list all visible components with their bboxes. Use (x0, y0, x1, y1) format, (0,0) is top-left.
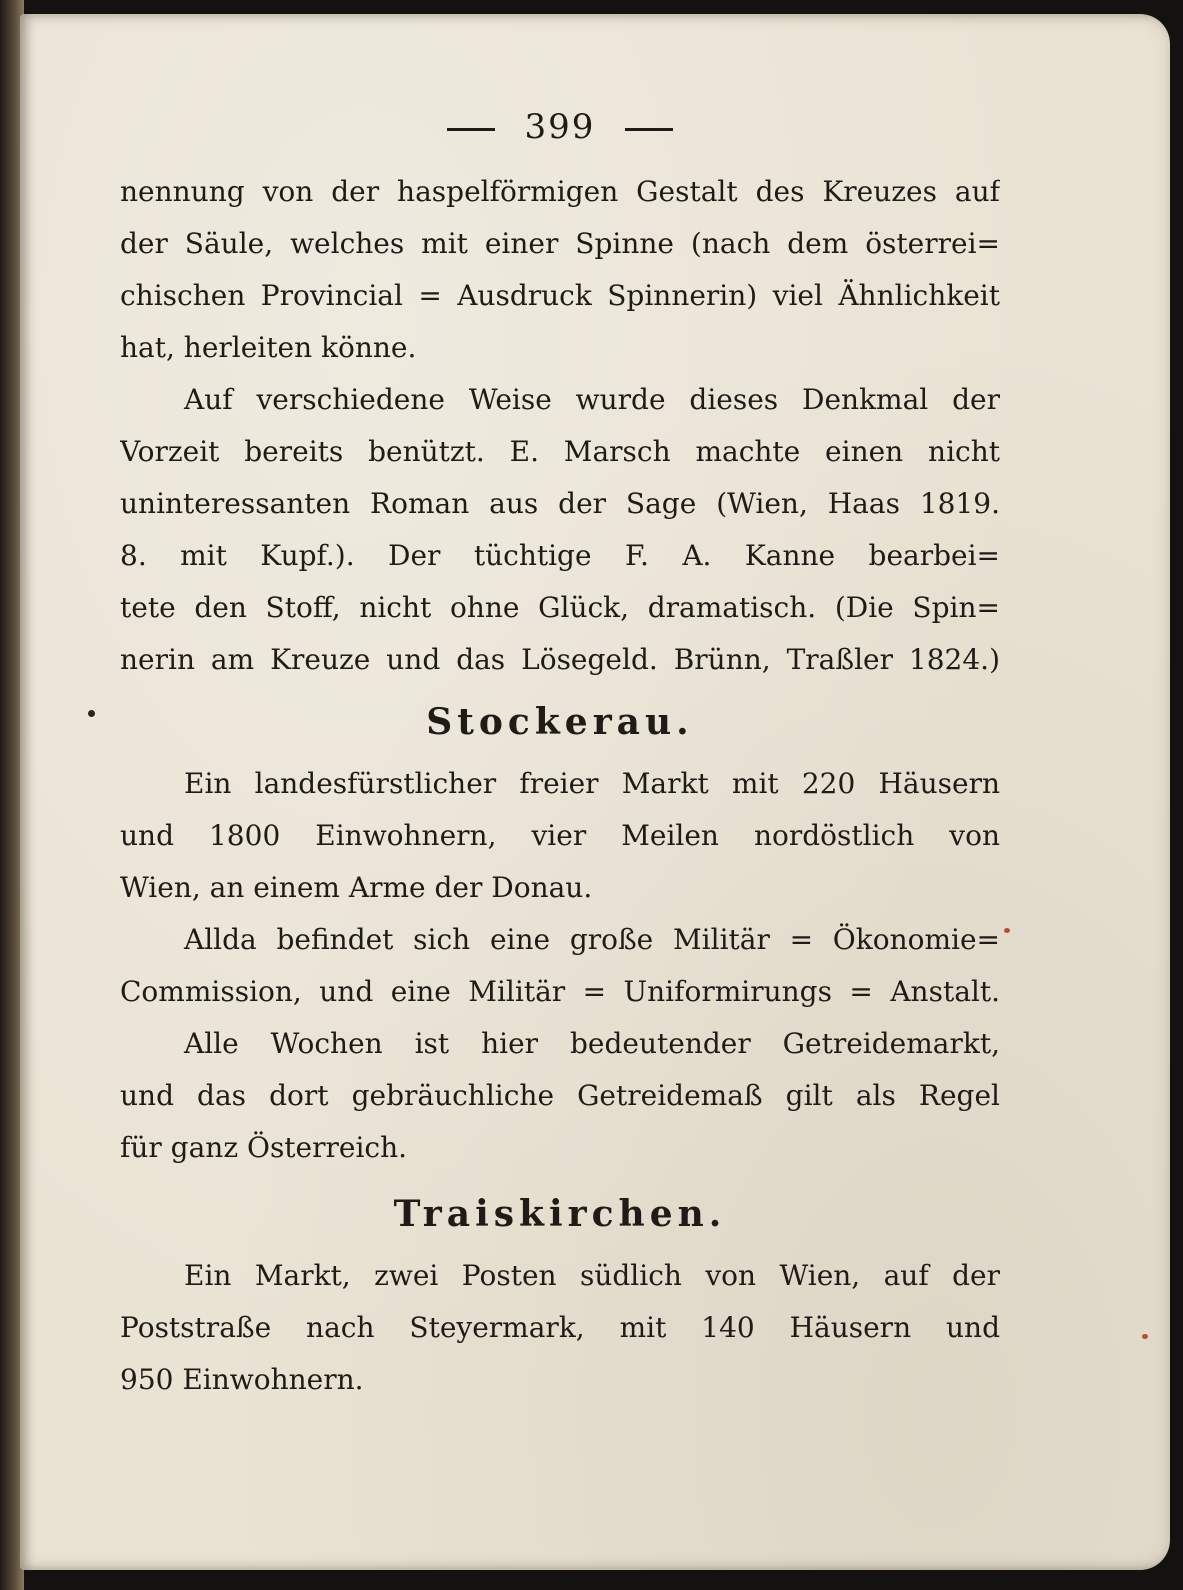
text-line: 8. mit Kupf.). Der tüchtige F. A. Kanne bearbei= (120, 539, 1000, 572)
text-line: Ein Markt, zwei Posten südlich von Wien, auf der (184, 1259, 1000, 1292)
page-number: 399 (524, 107, 596, 147)
text-line: 950 Einwohnern. (120, 1363, 364, 1396)
text-line: für ganz Österreich. (120, 1131, 408, 1164)
page-text (120, 94, 1000, 1406)
text-line: Auf verschiedene Weise wurde dieses Denkmal der (184, 383, 1000, 416)
text-line: und 1800 Einwohnern, vier Meilen nordöstlich von (120, 819, 1000, 852)
text-line: Allda befindet sich eine große Militär = Ökonomie= (184, 923, 1000, 956)
text-line: Alle Wochen ist hier bedeutender Getreidemarkt, (184, 1027, 1000, 1060)
paragraph-5 (120, 1018, 1000, 1174)
text-line: Commission, und eine Militär = Uniformirungs = Anstalt. (120, 975, 1000, 1008)
text-line: tete den Stoff, nicht ohne Glück, dramatisch. (Die Spin= (120, 591, 1000, 624)
paragraph-3 (120, 758, 1000, 914)
text-line: nerin am Kreuze und das Lösegeld. Brünn, Traßler 1824.) (120, 643, 1000, 676)
text-line: Poststraße nach Steyermark, mit 140 Häusern und (120, 1311, 1000, 1344)
text-line: uninteressanten Roman aus der Sage (Wien, Haas 1819. (120, 487, 1000, 520)
text-line: Wien, an einem Arme der Donau. (120, 871, 593, 904)
section-heading-stockerau: Stockerau. (426, 701, 694, 743)
paragraph-4 (120, 914, 1000, 1018)
dash-left (447, 128, 495, 131)
paragraph-1 (120, 166, 1000, 374)
text-line: Ein landesfürstlicher freier Markt mit 220 Häusern (184, 767, 1000, 800)
text-line: und das dort gebräuchliche Getreidemaß gilt als Regel (120, 1079, 1000, 1112)
paper-spot (1142, 1334, 1148, 1339)
text-line: Vorzeit bereits benützt. E. Marsch machte einen nicht (120, 435, 1000, 468)
text-line: der Säule, welches mit einer Spinne (nach dem österrei= (120, 227, 1000, 260)
dash-right (625, 128, 673, 131)
ink-speck (88, 710, 95, 717)
book-page (20, 14, 1170, 1570)
text-line: nennung von der haspelförmigen Gestalt des Kreuzes auf (120, 175, 1000, 208)
text-line: chischen Provincial = Ausdruck Spinnerin) viel Ähnlichkeit (120, 279, 1000, 312)
section-heading-traiskirchen: Traiskirchen. (393, 1193, 727, 1235)
text-line: hat, herleiten könne. (120, 331, 417, 364)
paper-spot (1004, 928, 1010, 933)
paragraph-2 (120, 374, 1000, 686)
page-number-header (120, 94, 1000, 160)
paragraph-6 (120, 1250, 1000, 1406)
